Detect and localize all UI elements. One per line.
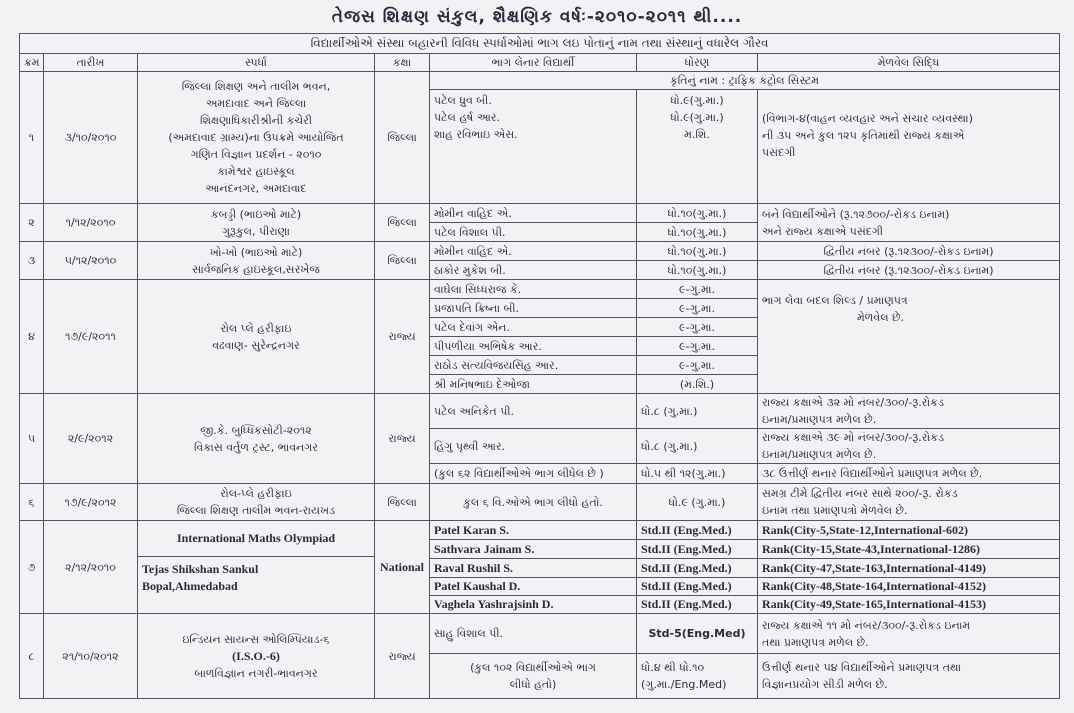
participant-name: શાહ રવિભાઇ એસ. [434, 128, 518, 141]
competition-cell [138, 614, 375, 699]
level-cell: જિલ્લા [375, 72, 430, 204]
achievement-line: ઇનામ/પ્રમાણપત્ર મળેલ છે. [762, 413, 877, 426]
competition-line: (અમદાવાદ ગ્રામ્ય)ના ઉપક્રમે આયોજિત [168, 131, 344, 144]
competition-cell [138, 484, 375, 521]
participant-cell: Raval Rushil S. [430, 559, 637, 578]
serial-cell: ૩ [20, 242, 44, 280]
table-row [20, 521, 1060, 540]
achievement-line: તથા પ્રમાણપત્ર મળેલ છે. [762, 635, 869, 649]
level-cell: રાજ્ય [375, 614, 430, 699]
header-date: તારીખ [44, 54, 138, 72]
achievement-line: પસંદગી [762, 146, 796, 159]
competition-line: જિલ્લા શિક્ષણ તાલીમ ભવન-રાયખડ [176, 504, 336, 517]
table-row [20, 280, 1060, 299]
table-row [20, 204, 1060, 223]
participant-cell: વાઘેલા સિધ્ધરાજ કે. [430, 280, 637, 299]
competition-line: (I.S.O.-6) [232, 648, 280, 663]
achievement-cell: Rank(City-15,State-43,International-1286) [758, 540, 1060, 559]
achievement-cell [758, 614, 1060, 654]
serial-cell: ૫ [20, 394, 44, 484]
achievement-line: અને રાજ્ય કક્ષાએ પસંદગી [762, 224, 884, 238]
achievement-cell: Rank(City-47,State-163,International-4149) [758, 559, 1060, 578]
competition-line: અમદાવાદ અને જિલ્લા [205, 97, 307, 110]
participant-cell: સાહુ વિશાલ પી. [430, 614, 637, 654]
table-row [20, 484, 1060, 521]
competition-cell [138, 521, 375, 614]
standard-cell: Std.II (Eng.Med.) [637, 596, 758, 614]
standard-value: ધો.૯(ગુ.મા.) [670, 94, 724, 107]
participant-note-line: (કુલ ૧૦૨ વિદ્યાર્થીઓએ ભાગ [470, 661, 596, 674]
date-cell: ૧૭/૯/૨૦૧૧ [44, 280, 138, 394]
achievement-cell [758, 90, 1060, 204]
level-cell: રાજ્ય [375, 394, 430, 484]
date-cell: ૫/૧૨/૨૦૧૦ [44, 242, 138, 280]
participant-cell: મોમીન વાહિદ એ. [430, 204, 637, 223]
participant-note-line: લીધો હતો) [509, 678, 557, 691]
achievement-line: મેળવેલ છે. [857, 311, 905, 324]
achievement-cell: Rank(City-48,State-164,International-4152) [758, 578, 1060, 596]
header-standard: ધોરણ [637, 54, 758, 72]
achievement-line: ઉત્તીર્ણ થનાર ૫૪ વિદ્યાર્થીઓને પ્રમાણપત્ર તથા [762, 661, 962, 674]
participant-name: પટેલ હર્ષ આર. [434, 111, 500, 124]
participant-cell: (કુલ ૬૨ વિદ્યાર્થીઓએ ભાગ લીધેલ છે ) [430, 464, 637, 484]
standard-cell: (મ.શિ.) [637, 375, 758, 394]
competition-line: વઢવાણ- સુરેન્દ્રનગર [212, 338, 300, 352]
competition-line: સાર્વજનિક હાઇસ્કૂલ,સરખેજ [192, 262, 320, 276]
achievement-line: રાજ્ય કક્ષાએ ૧૧ મો નંબર/૩૦૦/-રૂ.રોકડ ઇનામ [762, 618, 971, 632]
competition-line: જી.કે. બુધ્ધિકસોટી-૨૦૧૨ [200, 423, 312, 437]
header-achievement: મેળવેલ સિદ્ધિ [758, 54, 1060, 72]
level-cell: જિલ્લા [375, 484, 430, 521]
competition-line: જિલ્લા શિક્ષણ અને તાલીમ ભવન, [181, 80, 331, 93]
competition-cell [138, 204, 375, 242]
participant-cell: પટેલ અનિકેત પી. [430, 394, 637, 429]
achievement-cell [758, 484, 1060, 521]
standard-cell: ધો.૫ થી ૧૨(ગુ.મા.) [637, 464, 758, 484]
date-cell: ૨૧/૧૦/૨૦૧૨ [44, 614, 138, 699]
competition-line: બાળવિજ્ઞાન નગરી-ભાવનગર [194, 666, 318, 680]
serial-cell: ૨ [20, 204, 44, 242]
competition-cell [138, 394, 375, 484]
achievement-line: રાજ્ય કક્ષાએ ૩૨ મો નંબર/૩૦૦/-રૂ.રોકડ [762, 396, 944, 409]
standard-cell: Std.II (Eng.Med.) [637, 578, 758, 596]
participant-cell: રાઠોડ સત્યવિજયસિંહ આર. [430, 356, 637, 375]
achievement-cell: દ્વિતીય નંબર (રૂ.૧૨૩૦૦/-રોકડ ઇનામ) [758, 261, 1060, 280]
header-competition: સ્પર્ધા [138, 54, 375, 72]
achievement-cell [758, 654, 1060, 699]
level-cell: રાજ્ય [375, 280, 430, 394]
standard-cell [637, 654, 758, 699]
achievement-line: બંને વિદ્યાર્થીઓને (રૂ.૧૨૭૦૦/-રોકડ ઇનામ) [762, 207, 950, 221]
achievement-cell: Rank(City-49,State-165,International-4153) [758, 596, 1060, 614]
level-cell: જિલ્લા [375, 242, 430, 280]
standard-cell: Std.II (Eng.Med.) [637, 521, 758, 540]
achievement-cell: દ્વિતીય નંબર (રૂ.૧૨૩૦૦/-રોકડ ઇનામ) [758, 242, 1060, 261]
header-serial: ક્રમ [20, 54, 44, 72]
participant-cell: ઠાકોર મુકેશ બી. [430, 261, 637, 280]
participant-cell: કુલ ૬ વિ.ઓએ ભાગ લીધો હતો. [430, 484, 637, 521]
participant-cell: મોમીન વાહિદ એ. [430, 242, 637, 261]
competition-line: Bopal,Ahmedabad [142, 579, 238, 593]
standard-cell: ૯-ગુ.મા. [637, 337, 758, 356]
achievement-line: રાજ્ય કક્ષાએ ૩૯ મો નંબર/૩૦૦/-રૂ.રોકડ [762, 431, 944, 444]
table-row [20, 614, 1060, 654]
table-header-row [20, 54, 1060, 72]
competition-line: વિકાસ વર્તુળ ટ્રસ્ટ, ભાવનગર [194, 440, 318, 454]
competition-line: ગુરૂકુલ, પીરાણા [222, 224, 290, 238]
participant-cell: Patel Karan S. [430, 521, 637, 540]
standard-cell: ધો.૧૦(ગુ.મા.) [637, 223, 758, 242]
achievement-line: વિજ્ઞાનપ્રયોગ સીડી મળેલ છે. [762, 678, 888, 691]
serial-cell: ૪ [20, 280, 44, 394]
achievement-line: ભાગ લેવા બદલ શિલ્ડ / પ્રમાણપત્ર [762, 294, 908, 307]
serial-cell: ૭ [20, 521, 44, 614]
achievement-line: ની ૩૫ અને કુલ ૧૨૫ કૃતિમાંથી રાજ્ય કક્ષાએ [762, 129, 965, 142]
serial-cell: ૬ [20, 484, 44, 521]
standard-cell: ૯-ગુ.મા. [637, 356, 758, 375]
competition-cell [138, 280, 375, 394]
standard-note-line: (ગુ.મા./Eng.Med) [641, 678, 727, 691]
table-caption: વિદ્યાર્થીઓએ સંસ્થા બહારની વિવિધ સ્પર્ધાઓમાં ભાગ લઇ પોતાનું નામ તથા સંસ્થાનું વધારેલ ગૌરવ [20, 34, 1060, 54]
standard-cell: ધો.૧૦(ગુ.મા.) [637, 242, 758, 261]
project-name: કૃતિનું નામ : ટ્રાફિક કંટ્રોલ સિસ્ટમ [430, 72, 1060, 90]
page-title: તેજસ શિક્ષણ સંકુલ, શૈક્ષણિક વર્ષઃ-૨૦૧૦-૨૦૧૧ થી.... [331, 7, 743, 27]
competition-line: રોલ-પ્લે હરીફાઇ [220, 487, 292, 500]
achievement-line: ઇનામ/પ્રમાણપત્ર મળેલ છે. [762, 448, 877, 461]
standard-cell: Std-5(Eng.Med) [637, 614, 758, 654]
competition-cell [138, 242, 375, 280]
participant-cell: Patel Kaushal D. [430, 578, 637, 596]
standard-cell: ૯-ગુ.મા. [637, 318, 758, 337]
header-level: કક્ષા [375, 54, 430, 72]
competition-cell [138, 72, 375, 204]
participant-cell: શ્રી મનિષભાઇ દેઓજા [430, 375, 637, 394]
competition-line: આનંદનગર, અમદાવાદ [205, 182, 307, 195]
achievement-cell: Rank(City-5,State-12,International-602) [758, 521, 1060, 540]
serial-cell: ૮ [20, 614, 44, 699]
competition-line: ગણિત વિજ્ઞાન પ્રદર્શન - ૨૦૧૦ [190, 148, 322, 161]
competition-line: ખો-ખો (ભાઇઓ માટે) [209, 245, 303, 259]
achievement-line: ઇનામ તથા પ્રમાણપત્રો મેળવેલ છે. [762, 504, 908, 517]
standard-cell: ધો.૧૦(ગુ.મા.) [637, 204, 758, 223]
level-cell: National [375, 521, 430, 614]
participant-cell [430, 654, 637, 699]
achievement-cell [758, 280, 1060, 394]
serial-cell: ૧ [20, 72, 44, 204]
date-cell: ૧૭/૯/૨૦૧૨ [44, 484, 138, 521]
table-row [20, 72, 1060, 90]
standard-note-line: ધો.૪ થી ધો.૧૦ [641, 661, 705, 674]
standard-cell: Std.II (Eng.Med.) [637, 540, 758, 559]
table-caption-row [20, 34, 1060, 54]
standard-cell: ધો.૮ (ગુ.મા.) [637, 394, 758, 429]
achievements-table [19, 33, 1060, 699]
achievement-cell: ૩૮ ઉત્તીર્ણ થનાર વિદ્યાર્થીઓને પ્રમાણપત્ર મળેલ છે. [758, 464, 1060, 484]
participant-cell: Sathvara Jainam S. [430, 540, 637, 559]
participant-cell: પીપળીયા અભિષેક આર. [430, 337, 637, 356]
participant-cell: Vaghela Yashrajsinh D. [430, 596, 637, 614]
competition-line: International Maths Olympiad [138, 521, 374, 557]
standard-cell [637, 90, 758, 204]
date-cell: ૨/૧૨/૨૦૧૦ [44, 521, 138, 614]
participant-cell: હિંગુ પૃથ્વી આર. [430, 429, 637, 464]
achievement-line: સમગ્ર ટીમે દ્વિતીય નંબર સાથે ૨૦૦/-રૂ. રોકડ [762, 487, 958, 500]
standard-cell: ૯-ગુ.મા. [637, 299, 758, 318]
participant-cell [430, 90, 637, 204]
date-cell: ૧/૧૨/૨૦૧૦ [44, 204, 138, 242]
participant-cell: પ્રજાપતિ ક્રિષ્ના બી. [430, 299, 637, 318]
level-cell: જિલ્લા [375, 204, 430, 242]
participant-name: પટેલ ધ્રુવ બી. [434, 94, 492, 107]
achievement-cell [758, 429, 1060, 464]
date-cell: ૨/૯/૨૦૧૨ [44, 394, 138, 484]
competition-line: કબડ્ડી (ભાઇઓ માટે) [210, 207, 302, 221]
competition-line: કામેશ્વર હાઇસ્કૂલ [217, 165, 295, 178]
competition-line: Tejas Shikshan Sankul [142, 562, 259, 576]
table-row [20, 242, 1060, 261]
competition-line: રોલ પ્લે હરીફાઇ [220, 321, 292, 335]
standard-cell: ધો.૧૦(ગુ.મા.) [637, 261, 758, 280]
standard-cell: ધો.૯ (ગુ.મા.) [637, 484, 758, 521]
date-cell: ૩/૧૦/૨૦૧૦ [44, 72, 138, 204]
participant-cell: પટેલ વિશાલ પી. [430, 223, 637, 242]
achievement-line: (વિભાગ-૪(વાહન વ્યવહાર અને સંચાર વ્યવસ્થા) [762, 112, 973, 125]
competition-line: શિક્ષણાધિકારીશ્રીની કચેરી [200, 114, 312, 127]
achievement-cell [758, 394, 1060, 429]
participant-cell: પટેલ દેવાંગ એન. [430, 318, 637, 337]
standard-cell: ૯-ગુ.મા. [637, 280, 758, 299]
standard-value: ધો.૯(ગુ.મા.) [670, 111, 724, 124]
standard-cell: ધો.૮ (ગુ.મા.) [637, 429, 758, 464]
achievement-cell [758, 204, 1060, 242]
standard-cell: Std.II (Eng.Med.) [637, 559, 758, 578]
table-row [20, 394, 1060, 429]
competition-line: ઇન્ડિયન સાયન્સ ઓલિમ્પિયાડ-૬ [182, 632, 330, 646]
header-participants: ભાગ લેનાર વિદ્યાર્થી [430, 54, 637, 72]
standard-value: મ.શિ. [684, 128, 710, 141]
